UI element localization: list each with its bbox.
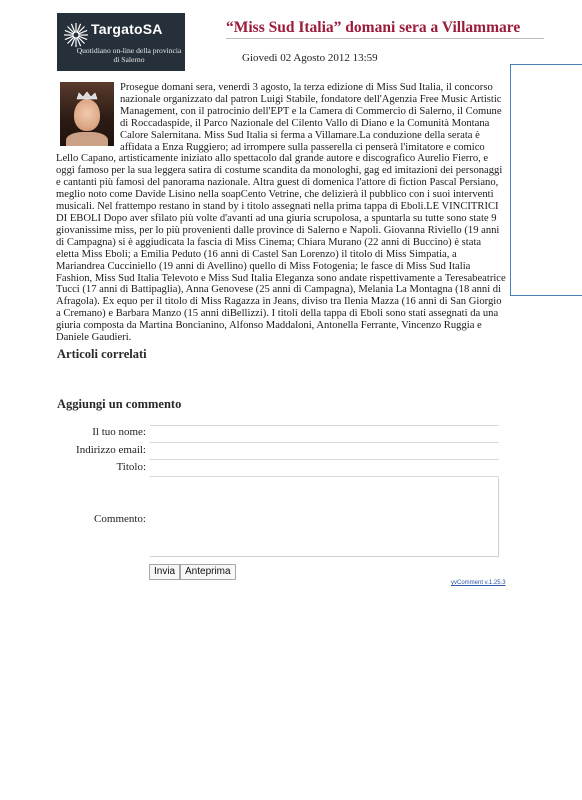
logo-tagline: Quotidiano on-line della provincia di Salerno <box>76 46 182 64</box>
article-title[interactable]: “Miss Sud Italia” domani sera a Villammare <box>226 19 521 36</box>
email-field[interactable] <box>150 442 499 443</box>
comment-textarea[interactable] <box>150 478 499 557</box>
add-comment-heading: Aggiungi un commento <box>57 397 182 411</box>
photo-spacer <box>56 82 120 152</box>
email-label: Indirizzo email: <box>76 444 146 456</box>
title-field-bottom <box>150 476 499 477</box>
version-link[interactable]: yvComment v.1.25.3 <box>451 580 506 586</box>
comment-label: Commento: <box>94 513 146 525</box>
site-logo[interactable] <box>57 13 185 71</box>
sunburst-icon <box>63 22 89 48</box>
related-articles-heading: Articoli correlati <box>57 347 147 361</box>
article-date: Giovedì 02 Agosto 2012 13:59 <box>242 52 378 64</box>
title-label: Titolo: <box>116 461 146 473</box>
preview-button[interactable]: Anteprima <box>180 564 236 580</box>
article-body-text: Prosegue domani sera, venerdì 3 agosto, la terza edizione di Miss Sud Italia, il concorso nazionale organizzato dal patron Luigi Stabile, fondatore dell'Agenzia Free Music Artistic Management, con il patrocinio dell'EPT e la Camera di Commercio di Salerno, il Comune di Roccadaspide, il Parco Nazionale del Cilento Vallo di Diano e la Comunità Montana Calore Salernitana. Miss Sud Italia si ferma a Villamare.La conduzione della serata è affidata a Enza Ruggiero; ad irrompere sulla passerella ci penserà l'imitatore e comico Lello Capano, artisticamente iniziato allo spettacolo dal grande autore e discografico Aurelio Fierro, e oggi famoso per la sua leggera satira di costume scandita da monologhi, gag ed imitazioni dei personaggi e cantanti più famosi del panorama nazionale. Altra guest di domenica l'attore di fiction Pascal Persiano, meglio noto come Davide Lisino nella soapCento Vetrine, che delizierà il pubblico con i suoi interventi musicali. Nel frattempo restano in stand by i titolo assegnati nella prima tappa di Eboli.LE VINCITRICI DI EBOLI Dopo aver sfilato più volte d'avanti ad una giuria scrupolosa, a spuntarla su tutte sono state 9 giovanissime miss, per lo più provenienti dalle province di Salerno e Napoli. Giovanna Riviello (19 anni di Campagna) si è aggiudicata la fascia di Miss Cinema; Chiara Murano (22 anni di Buccino) è stata eletta Miss Eboli; a Emilia Peduto (16 anni di Castel San Lorenzo) il titolo di Miss Simpatia, a Mariandrea Cucciniello (19 anni di Avellino) quello di Miss Fotogenia; le fasce di Miss Sud Italia Fashion, Miss Sud Italia Televoto e Miss Sud Italia Eleganza sono andate rispettivamente a Teresabeatrice Tucci (17 anni di Battipaglia), Anna Genovese (25 anni di Campagna), Melania La Montagna (18 anni di Afragola). Ex equo per il titolo di Miss Ragazza in Jeans, diviso tra Ilenia Mazza (16 anni di San Giorgio a Cremano) e Barbara Manzo (15 anni diBellizzi). I titoli della tappa di Eboli sono stati assegnati da una giuria composta da Martina Boncianino, Alfonso Maddaloni, Antonella Ferrante, Vincenzo Ruggia e Daniele Gaudieri. <box>56 82 506 344</box>
title-divider <box>226 38 544 39</box>
name-field[interactable] <box>150 425 499 426</box>
logo-name: TargatoSA <box>91 21 163 37</box>
submit-button[interactable]: Invia <box>149 564 180 580</box>
name-label: Il tuo nome: <box>92 426 146 438</box>
side-panel-frame <box>510 64 582 296</box>
article-body <box>56 82 506 344</box>
title-field[interactable] <box>150 459 499 460</box>
